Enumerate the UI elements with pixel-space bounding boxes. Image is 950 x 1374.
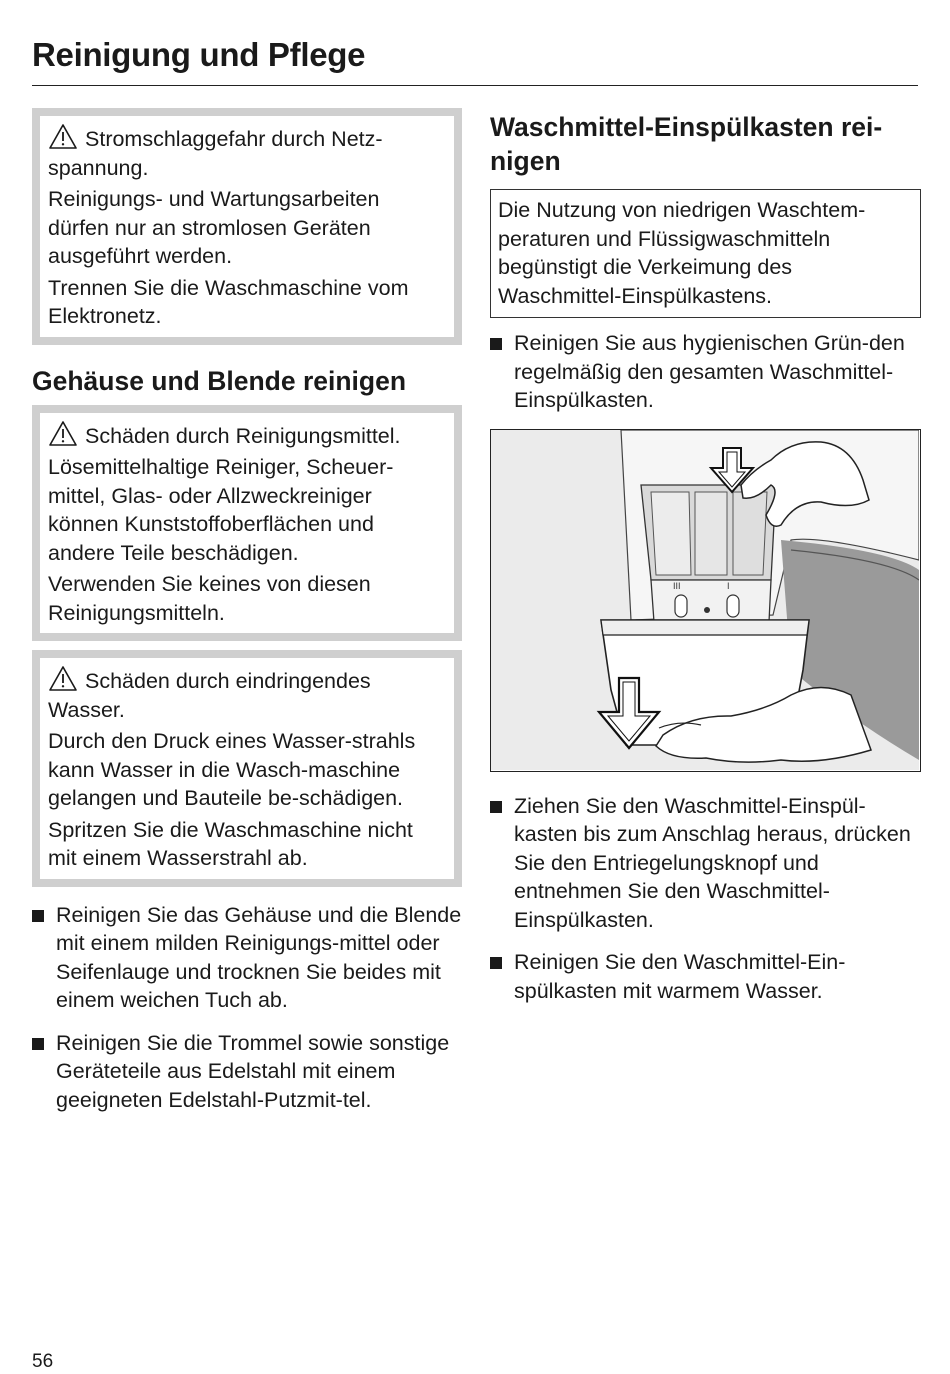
bullet-list-dispenser-intro xyxy=(490,329,921,415)
warning-headline: Stromschlaggefahr durch Netz-spannung. xyxy=(48,127,383,180)
warning-text: Durch den Druck eines Wasser-strahls kann Wasser in die Wasch-maschine gelangen und Bauteile be-schädigen. xyxy=(48,729,416,810)
warning-headline: Schäden durch eindringendes Wasser. xyxy=(48,669,371,722)
list-item xyxy=(32,901,462,1015)
list-item-text: Reinigen Sie die Trommel sowie sonstige Geräteteile aus Edelstahl mit einem geeigneten Edelstahl-Putzmit-tel. xyxy=(56,1030,450,1112)
list-item xyxy=(490,329,921,415)
list-item-text: Reinigen Sie aus hygienischen Grün-den regelmäßig den gesamten Waschmittel-Einspülkasten. xyxy=(514,331,905,412)
bullet-square-icon xyxy=(490,338,502,350)
bullet-square-icon xyxy=(32,910,44,922)
warning-triangle-icon xyxy=(48,420,78,447)
warning-instruction: Verwenden Sie keines von diesen Reinigungsmitteln. xyxy=(48,572,371,625)
bullet-square-icon xyxy=(490,801,502,813)
bullet-list-housing xyxy=(32,901,462,1115)
warning-instruction: Spritzen Sie die Waschmaschine nicht mit einem Wasserstrahl ab. xyxy=(48,817,413,870)
list-item-text: Reinigen Sie das Gehäuse und die Blende mit einem milden Reinigungs-mittel oder Seifenlauge und trocknen Sie beides mit einem weichen Tuch ab. xyxy=(56,902,462,1012)
list-item-text: Ziehen Sie den Waschmittel-Einspül-kasten bis zum Anschlag heraus, drücken Sie den Entriegelungsknopf und entnehmen Sie den Waschmittel-Einspülkasten. xyxy=(514,793,911,932)
warning-text: Reinigungs- und Wartungsarbeiten dürfen nur an stromlosen Geräten ausgeführt werden. xyxy=(48,187,380,268)
left-column xyxy=(32,108,462,1128)
warning-triangle-icon xyxy=(48,665,78,692)
svg-text:III: III xyxy=(673,580,681,591)
section-heading-dispenser: Waschmittel-Einspülkasten rei-nigen xyxy=(490,112,883,176)
bullet-list-dispenser-steps xyxy=(490,792,921,1006)
title-divider xyxy=(32,85,918,86)
warning-box-cleaning-agents xyxy=(32,405,462,642)
list-item xyxy=(32,1029,462,1115)
page-title: Reinigung und Pflege xyxy=(32,36,366,73)
warning-box-water xyxy=(32,650,462,887)
bullet-square-icon xyxy=(32,1038,44,1050)
dispenser-illustration xyxy=(490,429,921,772)
warning-headline: Schäden durch Reinigungsmittel. xyxy=(85,423,401,448)
list-item xyxy=(490,792,921,935)
section-heading-housing: Gehäuse und Blende reinigen xyxy=(32,365,407,396)
warning-text: Lösemittelhaltige Reiniger, Scheuer-mittel, Glas- oder Allzweckreiniger können Kunststoffoberflächen und andere Teile beschädigen. xyxy=(48,455,394,565)
list-item xyxy=(490,948,921,1005)
info-note-box: Die Nutzung von niedrigen Waschtem-peraturen und Flüssigwaschmitteln begünstigt die Verkeimung des Waschmittel-Einspülkastens. xyxy=(490,189,921,318)
warning-box-electric-shock xyxy=(32,108,462,345)
warning-instruction: Trennen Sie die Waschmaschine vom Elektronetz. xyxy=(48,275,409,328)
dispenser-drawer-illustration xyxy=(491,430,919,770)
bullet-square-icon xyxy=(490,957,502,969)
right-column xyxy=(490,108,921,1019)
warning-triangle-icon xyxy=(48,123,78,150)
list-item-text: Reinigen Sie den Waschmittel-Ein-spülkasten mit warmem Wasser. xyxy=(514,950,846,1003)
page-number: 56 xyxy=(32,1351,54,1372)
svg-text:I: I xyxy=(727,580,730,591)
